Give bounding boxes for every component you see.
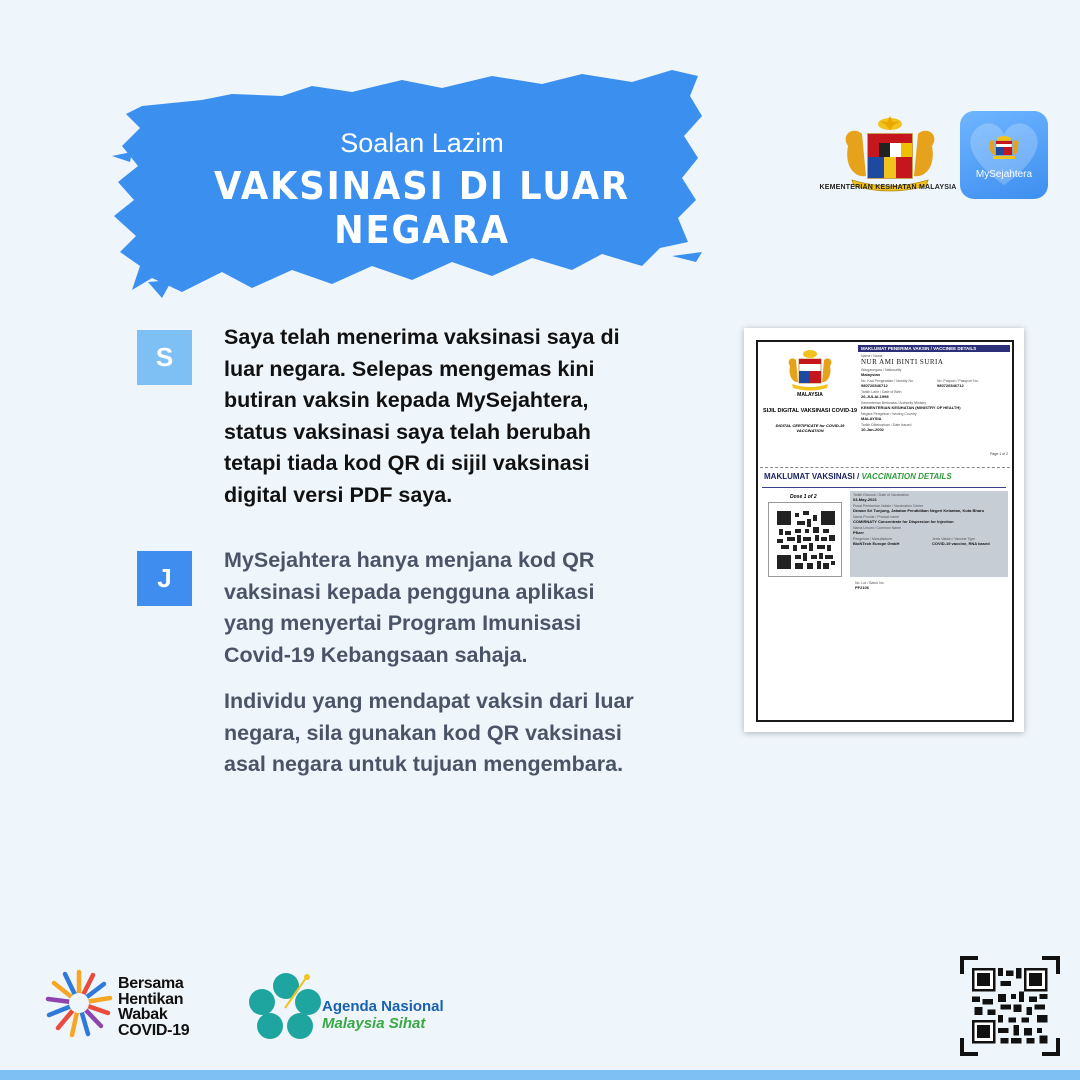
question-text: Saya telah menerima vaksinasi saya di luar negara. Selepas mengemas kini butiran vaksin kepada MySejahtera, status vaksinasi saya telah berubah tetapi tiada kod QR di sijil vaksinasi digital versi PDF saya. xyxy=(224,325,620,507)
vaccination-head-ms: MAKLUMAT VAKSINASI / xyxy=(764,472,860,481)
heart-icon xyxy=(960,111,1048,199)
campaign-line: Wabak xyxy=(118,1006,168,1023)
banner-subtitle: Soalan Lazim xyxy=(340,128,504,158)
certificate-title-en: DIGITAL CERTIFICATE for COVID-19 VACCINATION xyxy=(775,423,845,433)
certificate-header-left xyxy=(762,348,858,458)
campaign-text xyxy=(118,976,189,1038)
lot-label: No. Lot / Batch No. xyxy=(855,581,885,585)
agenda-line-2: Malaysia Sihat xyxy=(322,1015,426,1032)
certificate-qr-box xyxy=(768,502,842,577)
common-name-value: Pfizer xyxy=(853,530,864,535)
center-value: Dewan Sri Tunjung, Jabatan Pendidikan Negeri Kelantan, Kota Bharu xyxy=(853,508,985,513)
issuing-value: MALAYSIA xyxy=(861,416,882,421)
vaccination-section-head xyxy=(764,472,952,481)
mysejahtera-app-icon xyxy=(960,111,1048,199)
passport-value: 980726546712 xyxy=(937,383,964,388)
page-indicator: Page 1 of 2 xyxy=(990,452,1008,456)
campaign-line: Hentikan xyxy=(118,990,184,1008)
issued-label: Tarikh Dikeluarkan / Date Issued xyxy=(861,423,912,427)
dob-label: Tarikh Lahir / Date of Birth xyxy=(861,390,902,394)
name-value: NUR AMI BINTI SURIA xyxy=(861,358,944,366)
passport-label: No. Pasport / Passport No. xyxy=(937,379,979,383)
banner-title: VAKSINASI DI LUAR NEGARA xyxy=(214,164,630,252)
dob-value: 26-JULAI-1998 xyxy=(861,394,889,399)
dose-label: Dose 1 of 2 xyxy=(790,494,817,500)
authority-value: KEMENTERIAN KESIHATAN (MINISTRY OF HEALTH) xyxy=(861,405,961,410)
maker-row xyxy=(850,535,1008,546)
common-name-label: Nama Umum / Common Name xyxy=(853,526,902,530)
lot-block xyxy=(852,579,885,590)
vaccinee-details xyxy=(858,345,1010,432)
name-label: Nama / Name xyxy=(861,354,883,358)
answer-paragraph-2: Individu yang mendapat vaksin dari luar negara, sila gunakan kod QR vaksinasi asal negara untuk tujuan mengembara. xyxy=(224,689,634,776)
type-label: Jenis Vaksin / Vaccine Type xyxy=(932,537,975,541)
certificate-title: SIJIL DIGITAL VAKSINASI COVID-19 xyxy=(762,408,858,414)
title-banner xyxy=(112,66,702,298)
agenda-line-1: Agenda Nasional xyxy=(322,998,444,1015)
vaccination-date-value: 03-May-2021 xyxy=(853,497,877,502)
vaccination-details-panel xyxy=(850,491,1008,577)
maker-label: Pengeluar / Manufacturer xyxy=(853,537,893,541)
id-value: 980726546712 xyxy=(861,383,888,388)
hibiscus-icon xyxy=(248,972,324,1040)
nationality-label: Warganegara / Nationality xyxy=(861,368,902,372)
product-label: Nama Produk / Product name xyxy=(853,515,900,519)
answer-badge: J xyxy=(137,551,192,606)
bottom-accent-bar xyxy=(0,1070,1080,1080)
qr-code-icon xyxy=(777,511,835,569)
campaign-sunburst-icon xyxy=(44,966,114,1040)
issued-value: 10-Jan-2002 xyxy=(861,427,884,432)
authority-label: Kementerian Berkuasa / Authority Ministry xyxy=(861,401,927,405)
type-value: COVID-19 vaccine, RNA based xyxy=(932,541,990,546)
coat-of-arms-icon xyxy=(762,348,858,392)
issuing-label: Negara Pengeluar / Issuing Country xyxy=(861,412,917,416)
qr-code-icon xyxy=(960,956,1060,1056)
maker-value: BioNTech Europe GmbH xyxy=(853,541,900,546)
app-label: MySejahtera xyxy=(975,169,1033,180)
nationality-value: Malaysian xyxy=(861,372,881,377)
vaccinee-section-head: MAKLUMAT PENERIMA VAKSIN / VACCINEE DETAILS xyxy=(858,345,1010,352)
campaign-line: Bersama xyxy=(118,975,184,992)
id-label: No. Kad Pengenalan / Identity No. xyxy=(861,379,914,383)
center-label: Pusat Pemberian Vaksin / Vaccination Center xyxy=(853,504,924,508)
vaccination-certificate xyxy=(744,328,1024,732)
vaccination-date-label: Tarikh Dicucuk / Date of Vaccination xyxy=(853,493,909,497)
lot-value: PF2106 xyxy=(855,585,870,590)
product-value: COMIRNATY Concentrate for Dispersion for Injection xyxy=(853,519,954,524)
campaign-line: COVID-19 xyxy=(118,1021,190,1039)
answer-paragraph-1: MySejahtera hanya menjana kod QR vaksinasi kepada pengguna aplikasi yang menyertai Program Imunisasi Covid-19 Kebangsaan sahaja. xyxy=(224,548,595,667)
certificate-country: MALAYSIA xyxy=(797,392,823,398)
id-row xyxy=(858,377,1010,388)
divider xyxy=(760,467,1010,468)
question-badge: S xyxy=(137,330,192,385)
certificate-frame xyxy=(756,340,1014,722)
ministry-label: KEMENTERIAN KESIHATAN MALAYSIA xyxy=(819,184,957,191)
vaccination-head-en: VACCINATION DETAILS xyxy=(861,472,952,481)
divider xyxy=(762,487,1006,488)
